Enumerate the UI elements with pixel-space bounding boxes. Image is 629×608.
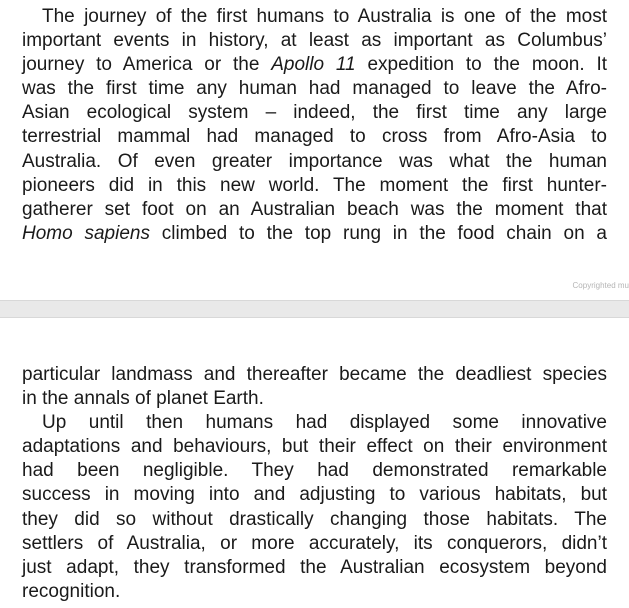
text-line [22,125,607,149]
text-run: climbed to the top rung in the food chain on a [149,222,607,244]
text-run: success in moving into and adjusting to various habitats, but [22,484,607,506]
page-separator [0,300,629,318]
text-block-top [22,5,607,246]
text-line [22,363,607,387]
text-run: journey to America or the [22,54,272,76]
text-run: expedition to the moon. It [355,54,608,76]
text-run: just adapt, they transformed the Australian ecosystem beyond [22,556,607,578]
text-run: pioneers did in this new world. The moment the first hunter- [22,174,607,196]
italic-text: Apollo 11 [271,54,356,76]
text-line [22,101,607,125]
text-run: Up until then humans had displayed some innovative [42,412,607,434]
text-run: in the annals of planet Earth. [22,388,264,410]
text-line [22,77,607,101]
text-run: important events in history, at least as important as Columbus’ [22,30,607,52]
page-bottom [0,318,629,608]
text-line [22,459,607,483]
text-line [22,198,607,222]
text-run: particular landmass and thereafter became the deadliest species [22,364,607,385]
text-run: they did so without drastically changing those habitats. The [22,508,607,530]
text-run: adaptations and behaviours, but their effect on their environment [22,436,607,458]
text-line [22,532,607,556]
text-line [22,5,607,29]
text-run: Asian ecological system – indeed, the first time any large [22,102,607,124]
text-run: settlers of Australia, or more accurately, its conquerors, didn’t [22,532,607,554]
text-line [22,580,607,604]
page-top [0,0,629,300]
italic-text: Homo sapiens [22,222,150,244]
text-run: had been negligible. They had demonstrated remarkable [22,460,607,482]
text-line [22,508,607,532]
text-line [22,29,607,53]
copyright-watermark: Copyrighted mu [572,281,629,290]
text-line [22,53,607,77]
text-run: Australia. Of even greater importance was what the human [22,150,607,172]
text-line [22,174,607,198]
text-run: The journey of the first humans to Australia is one of the most [42,6,607,27]
text-line [22,150,607,174]
text-line [22,483,607,507]
text-line [22,435,607,459]
text-line [22,411,607,435]
text-block-bottom [22,363,607,604]
text-line [22,222,607,246]
text-run: gatherer set foot on an Australian beach was the moment that [22,198,607,220]
text-run: terrestrial mammal had managed to cross from Afro-Asia to [22,126,607,148]
text-line [22,387,607,411]
text-line [22,556,607,580]
text-run: recognition. [22,580,121,602]
text-run: was the first time any human had managed to leave the Afro- [22,78,607,100]
